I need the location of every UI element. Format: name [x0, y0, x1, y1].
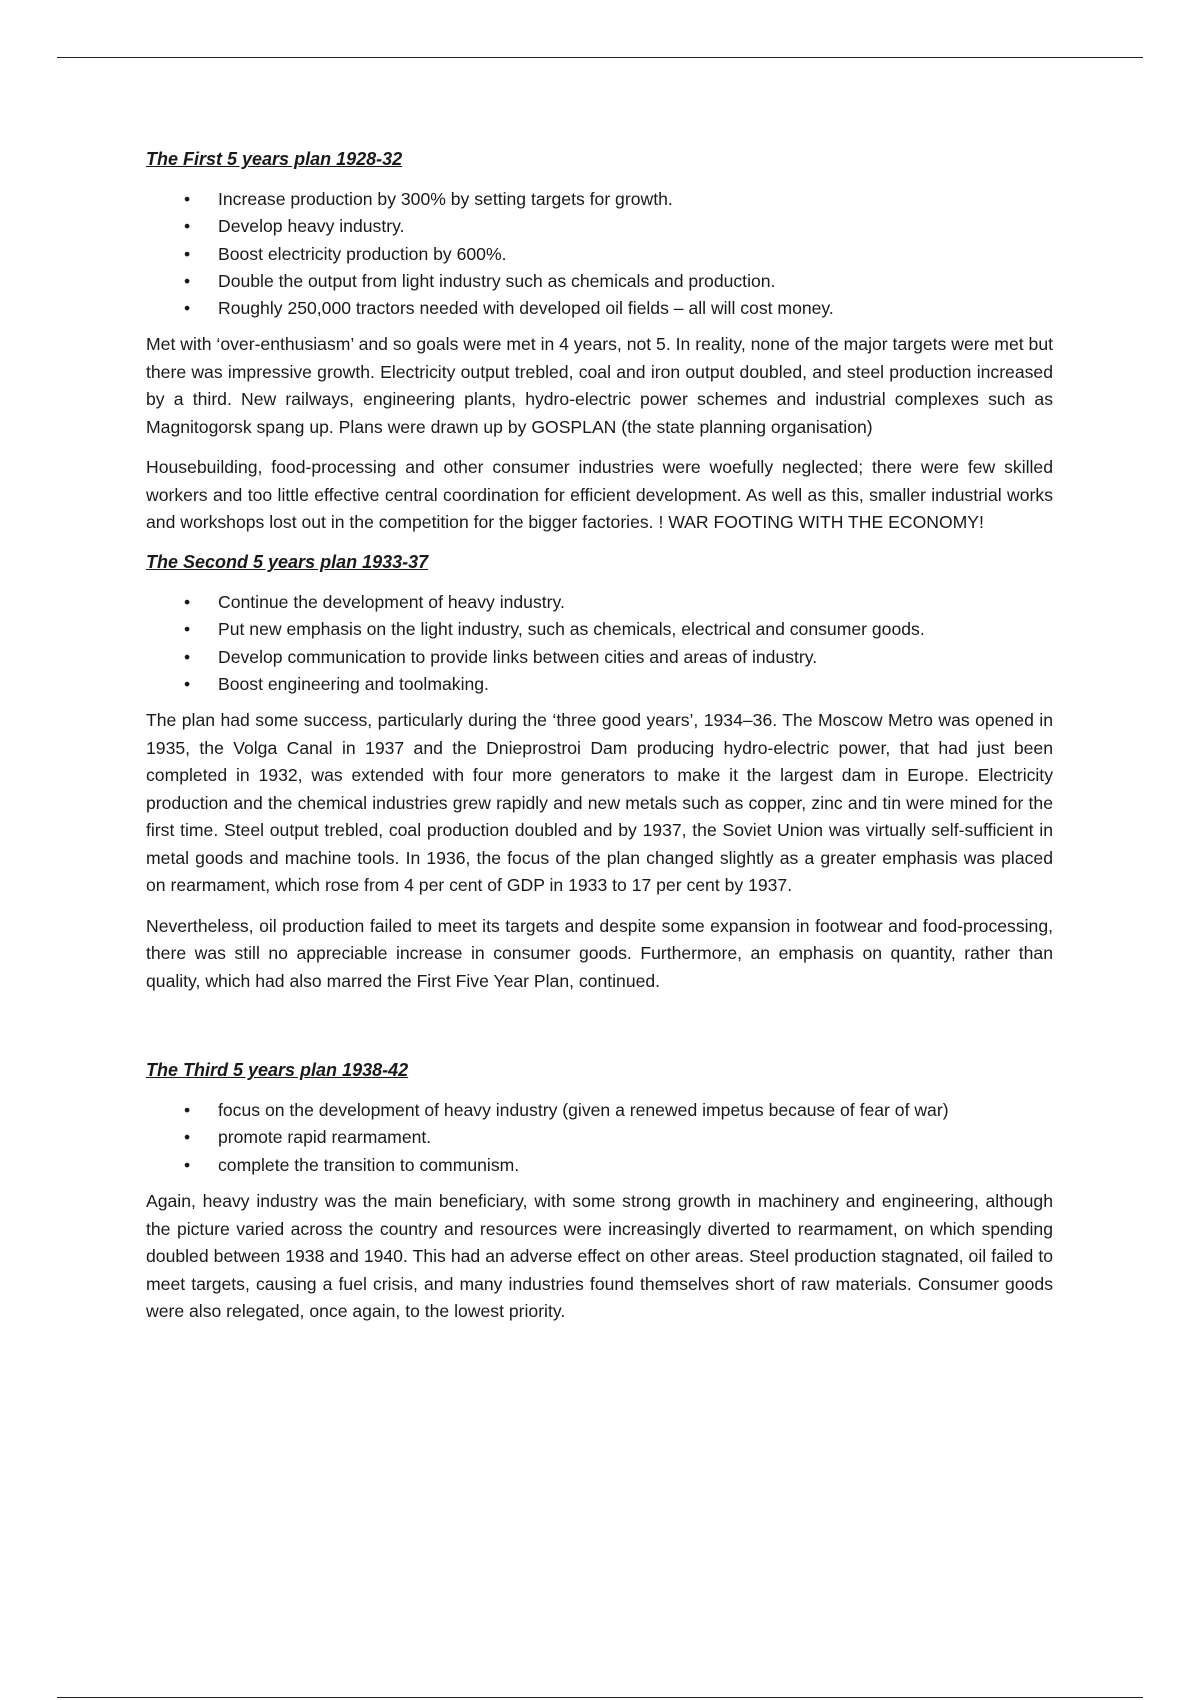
list-item-text: Continue the development of heavy industry.	[218, 591, 565, 612]
paragraph: Nevertheless, oil production failed to meet its targets and despite some expansion in footwear and food-processing, there was still no appreciable increase in consumer goods. Furthermore, an emphasis on quantity, rather than quality, which had also marred the First Five Year Plan, continued.	[146, 915, 1053, 991]
list-item-text: Develop heavy industry.	[218, 216, 405, 237]
list-item-text: promote rapid rearmament.	[218, 1127, 432, 1148]
bullet-list	[146, 589, 1053, 698]
bullet-icon: •	[184, 216, 191, 237]
list-item-text: Put new emphasis on the light industry, such as chemicals, electrical and consumer goods.	[218, 619, 925, 640]
list-item	[146, 1152, 1053, 1179]
bullet-icon: •	[184, 189, 191, 209]
bullet-icon: •	[184, 298, 191, 319]
bullet-list	[146, 186, 1053, 322]
section-first-plan	[146, 147, 1053, 537]
section-second-plan	[146, 550, 1053, 995]
list-item-text: focus on the development of heavy industry (given a renewed impetus because of fear of war)	[218, 1100, 949, 1121]
page-bottom-rule	[57, 1697, 1143, 1698]
list-item-text: Double the output from light industry such as chemicals and production.	[218, 270, 776, 291]
list-item	[146, 213, 1053, 240]
list-item-text: Increase production by 300% by setting targets for growth.	[218, 189, 673, 209]
document-body	[146, 147, 1053, 1339]
paragraph: Again, heavy industry was the main beneficiary, with some strong growth in machinery and engineering, although the picture varied across the country and resources were increasingly diverted to rearmament, on which spending doubled between 1938 and 1940. This had an adverse effect on other areas. Steel production stagnated, oil failed to meet targets, causing a fuel crisis, and many industries found themselves short of raw materials. Consumer goods were also relegated, once again, to the lowest priority.	[146, 1191, 1053, 1322]
page-top-rule	[57, 57, 1143, 58]
list-item	[146, 268, 1053, 295]
list-item	[146, 1124, 1053, 1151]
list-item	[146, 241, 1053, 268]
paragraph: The plan had some success, particularly during the ‘three good years’, 1934–36. The Moscow Metro was opened in 1935, the Volga Canal in 1937 and the Dnieprostroi Dam producing hydro-electric power, that had just been completed in 1932, was extended with four more generators to make it the largest dam in Europe. Electricity production and the chemical industries grew rapidly and new metals such as copper, zinc and tin were mined for the first time. Steel output trebled, coal production doubled and by 1937, the Soviet Union was virtually self-sufficient in metal goods and machine tools. In 1936, the focus of the plan changed slightly as a greater emphasis was placed on rearmament, which rose from 4 per cent of GDP in 1933 to 17 per cent by 1937.	[146, 710, 1053, 896]
bullet-icon: •	[184, 243, 191, 264]
section-heading: The Third 5 years plan 1938-42	[146, 1060, 409, 1081]
paragraph: Housebuilding, food-processing and other consumer industries were woefully neglected; there were few skilled workers and too little effective central coordination for efficient development. As well as this, smaller industrial works and workshops lost out in the competition for the bigger factories. ! WAR FOOTING WITH THE ECONOMY!	[146, 457, 1053, 533]
bullet-icon: •	[184, 1100, 191, 1121]
bullet-icon: •	[184, 619, 191, 640]
list-item	[146, 295, 1053, 322]
list-item-text: Develop communication to provide links between cities and areas of industry.	[218, 646, 818, 667]
list-item	[146, 589, 1053, 616]
section-heading: The Second 5 years plan 1933-37	[146, 551, 429, 572]
bullet-icon: •	[184, 591, 191, 612]
section-third-plan	[146, 1058, 1053, 1325]
list-item	[146, 1097, 1053, 1124]
list-item-text: Roughly 250,000 tractors needed with developed oil fields – all will cost money.	[218, 298, 834, 319]
bullet-icon: •	[184, 1127, 191, 1148]
bullet-icon: •	[184, 1154, 191, 1175]
bullet-list	[146, 1097, 1053, 1179]
bullet-icon: •	[184, 270, 191, 291]
list-item	[146, 644, 1053, 671]
list-item-text: Boost engineering and toolmaking.	[218, 673, 489, 694]
bullet-icon: •	[184, 646, 191, 667]
list-item	[146, 671, 1053, 698]
paragraph: Met with ‘over-enthusiasm’ and so goals were met in 4 years, not 5. In reality, none of the major targets were met but there was impressive growth. Electricity output trebled, coal and iron output doubled, and steel production increased by a third. New railways, engineering plants, hydro-electric power schemes and industrial complexes such as Magnitogorsk spang up. Plans were drawn up by GOSPLAN (the state planning organisation)	[146, 334, 1053, 437]
bullet-icon: •	[184, 673, 191, 694]
list-item-text: Boost electricity production by 600%.	[218, 243, 507, 264]
section-spacer	[146, 1008, 1053, 1058]
list-item	[146, 616, 1053, 643]
section-heading: The First 5 years plan 1928-32	[146, 149, 403, 169]
list-item	[146, 186, 1053, 213]
list-item-text: complete the transition to communism.	[218, 1154, 520, 1175]
